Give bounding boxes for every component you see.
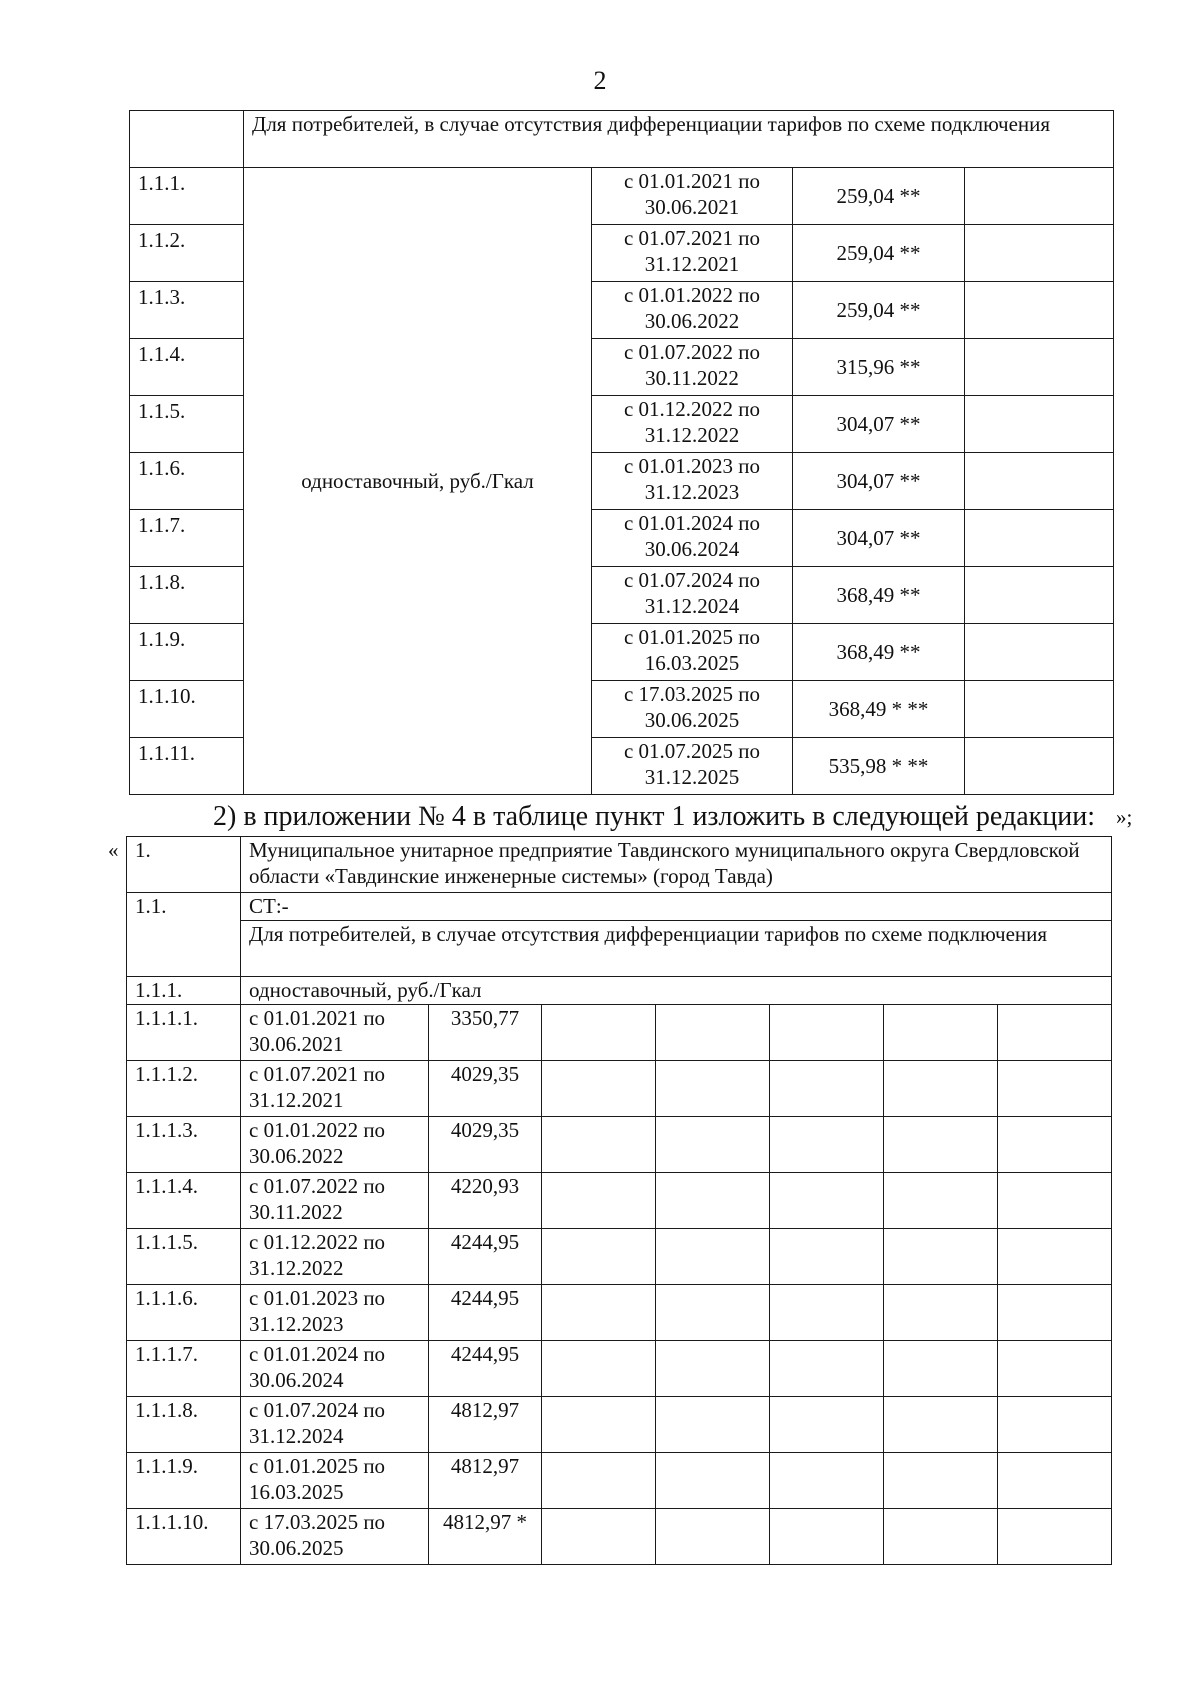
row-number: 1.1.1.4. [127,1173,241,1229]
empty-cell [542,1005,656,1061]
tariff-value-cell: 304,07 ** [793,396,965,453]
row-number: 1.1.4. [130,339,244,396]
empty-cell [884,1229,998,1285]
empty-cell [998,1509,1112,1565]
row-number: 1.1.1. [130,168,244,225]
row-number: 1.1.1.7. [127,1341,241,1397]
empty-cell [998,1117,1112,1173]
empty-cell [770,1117,884,1173]
tariff-value-cell: 259,04 ** [793,282,965,339]
empty-cell [884,1173,998,1229]
row-number: 1.1.1.2. [127,1061,241,1117]
tariff-value-cell: 368,49 ** [793,624,965,681]
empty-cell [965,453,1114,510]
empty-cell [965,282,1114,339]
row-number: 1.1.9. [130,624,244,681]
empty-cell [884,1453,998,1509]
org-number: 1. [127,837,241,893]
tariff-table-top [129,110,1114,795]
tariff-value-cell: 4812,97 [429,1453,542,1509]
page-number: 2 [593,66,607,95]
empty-cell [884,1117,998,1173]
table-row [127,1061,1112,1117]
tariff-value-cell: 4812,97 * [429,1509,542,1565]
row-number: 1.1.10. [130,681,244,738]
row-number: 1.1.1.9. [127,1453,241,1509]
tariff-value-cell: 304,07 ** [793,453,965,510]
empty-cell [656,1397,770,1453]
row-number: 1.1.3. [130,282,244,339]
table-row [127,1173,1112,1229]
empty-cell [884,1005,998,1061]
row-number: 1.1.11. [130,738,244,795]
empty-cell [656,1117,770,1173]
tariff-value-cell: 315,96 ** [793,339,965,396]
tariff-value-cell: 4244,95 [429,1285,542,1341]
period-cell: с 01.07.2025 по 31.12.2025 [592,738,793,795]
ct-label: СТ:- [241,893,1112,921]
period-cell: с 17.03.2025 по 30.06.2025 [592,681,793,738]
tariff-value-cell: 368,49 ** [793,567,965,624]
tariff-value-cell: 4220,93 [429,1173,542,1229]
empty-cell [884,1285,998,1341]
empty-cell [998,1229,1112,1285]
empty-cell [998,1173,1112,1229]
row-number: 1.1.6. [130,453,244,510]
empty-cell [884,1341,998,1397]
empty-cell [656,1341,770,1397]
period-cell: с 17.03.2025 по 30.06.2025 [241,1509,429,1565]
table-row [127,1229,1112,1285]
period-cell: с 01.01.2024 по 30.06.2024 [241,1341,429,1397]
row-number: 1.1.8. [130,567,244,624]
empty-cell [542,1117,656,1173]
tariff-value-cell: 304,07 ** [793,510,965,567]
rate-type-bottom: одноставочный, руб./Гкал [241,977,1112,1005]
period-cell: с 01.01.2021 по 30.06.2021 [241,1005,429,1061]
tariff-value-cell: 259,04 ** [793,225,965,282]
empty-cell [656,1229,770,1285]
empty-cell [656,1173,770,1229]
period-cell: с 01.07.2021 по 31.12.2021 [241,1061,429,1117]
closing-quote: »; [1116,805,1133,829]
period-cell: с 01.12.2022 по 31.12.2022 [241,1229,429,1285]
empty-cell [542,1341,656,1397]
period-cell: с 01.07.2021 по 31.12.2021 [592,225,793,282]
tariff-value-cell: 535,98 * ** [793,738,965,795]
empty-cell [998,1453,1112,1509]
empty-cell [965,624,1114,681]
row-number: 1.1.1.5. [127,1229,241,1285]
row-number: 1.1.1.3. [127,1117,241,1173]
empty-cell [656,1453,770,1509]
tariff-table-bottom [126,836,1112,1565]
empty-cell [998,1285,1112,1341]
empty-cell [770,1005,884,1061]
table-row [127,1285,1112,1341]
period-cell: с 01.07.2024 по 31.12.2024 [241,1397,429,1453]
period-cell: с 01.07.2022 по 30.11.2022 [592,339,793,396]
empty-cell [542,1061,656,1117]
empty-cell [965,738,1114,795]
table-row [127,1341,1112,1397]
row-number: 1.1.1.10. [127,1509,241,1565]
type-number: 1.1.1. [127,977,241,1005]
amendment-paragraph: 2) в приложении № 4 в таблице пункт 1 изложить в следующей редакции: [213,801,1095,832]
empty-cell [770,1285,884,1341]
empty-cell [998,1061,1112,1117]
row-number: 1.1.1.8. [127,1397,241,1453]
consumers-header-bottom: Для потребителей, в случае отсутствия дифференциации тарифов по схеме подключения [241,921,1112,977]
empty-cell [770,1453,884,1509]
period-cell: с 01.07.2022 по 30.11.2022 [241,1173,429,1229]
period-cell: с 01.01.2024 по 30.06.2024 [592,510,793,567]
tariff-value-cell: 4029,35 [429,1061,542,1117]
empty-cell [770,1341,884,1397]
empty-cell [542,1285,656,1341]
tariff-value-cell: 4812,97 [429,1397,542,1453]
empty-cell [770,1061,884,1117]
empty-cell [965,168,1114,225]
tariff-value-cell: 368,49 * ** [793,681,965,738]
empty-cell [884,1061,998,1117]
period-cell: с 01.01.2025 по 16.03.2025 [241,1453,429,1509]
table-row [127,1509,1112,1565]
row-number: 1.1.7. [130,510,244,567]
empty-cell [965,225,1114,282]
empty-cell [542,1229,656,1285]
empty-cell [965,339,1114,396]
ct-number: 1.1. [127,893,241,977]
tariff-value-cell: 4029,35 [429,1117,542,1173]
period-cell: с 01.01.2025 по 16.03.2025 [592,624,793,681]
empty-cell [965,510,1114,567]
row-number: 1.1.1.1. [127,1005,241,1061]
table-row [127,1005,1112,1061]
empty-cell [542,1397,656,1453]
period-cell: с 01.01.2022 по 30.06.2022 [241,1117,429,1173]
empty-cell [965,396,1114,453]
rate-type-cell: одноставочный, руб./Гкал [244,168,592,795]
table-row [127,1397,1112,1453]
empty-cell [656,1061,770,1117]
period-cell: с 01.01.2022 по 30.06.2022 [592,282,793,339]
empty-cell [770,1173,884,1229]
empty-cell [998,1397,1112,1453]
period-cell: с 01.01.2023 по 31.12.2023 [241,1285,429,1341]
empty-cell [770,1509,884,1565]
header-number-cell [130,111,244,168]
empty-cell [884,1509,998,1565]
table-row [127,1117,1112,1173]
period-cell: с 01.07.2024 по 31.12.2024 [592,567,793,624]
empty-cell [998,1341,1112,1397]
tariff-value-cell: 4244,95 [429,1341,542,1397]
row-number: 1.1.5. [130,396,244,453]
row-number: 1.1.1.6. [127,1285,241,1341]
period-cell: с 01.12.2022 по 31.12.2022 [592,396,793,453]
empty-cell [770,1397,884,1453]
empty-cell [770,1229,884,1285]
row-number: 1.1.2. [130,225,244,282]
empty-cell [998,1005,1112,1061]
opening-quote: « [108,838,119,862]
empty-cell [542,1173,656,1229]
table-row [130,168,1114,225]
empty-cell [965,681,1114,738]
empty-cell [656,1509,770,1565]
tariff-value-cell: 3350,77 [429,1005,542,1061]
empty-cell [656,1005,770,1061]
period-cell: с 01.01.2021 по 30.06.2021 [592,168,793,225]
empty-cell [965,567,1114,624]
empty-cell [656,1285,770,1341]
empty-cell [542,1453,656,1509]
empty-cell [884,1397,998,1453]
consumers-header: Для потребителей, в случае отсутствия дифференциации тарифов по схеме подключения [244,111,1114,168]
org-name: Муниципальное унитарное предприятие Тавдинского муниципального округа Свердловской области «Тавдинские инженерные системы» (город Тавда) [241,837,1112,893]
period-cell: с 01.01.2023 по 31.12.2023 [592,453,793,510]
empty-cell [542,1509,656,1565]
tariff-value-cell: 259,04 ** [793,168,965,225]
tariff-value-cell: 4244,95 [429,1229,542,1285]
table-row [127,1453,1112,1509]
